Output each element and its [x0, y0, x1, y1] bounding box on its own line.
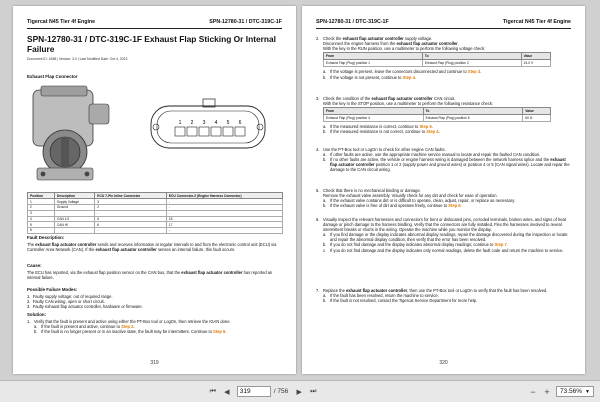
zoom-out-icon[interactable]: − — [530, 386, 536, 397]
step-2-line3: With the key in the RUN position, use a multimeter to perform the following voltage check: — [323, 46, 486, 52]
text: If you find damage or the display indicates abnormal display readings, repair the damage discovered during the inspection or locate and repair the abnormal display condition, then verify that the error has been resolved. — [330, 232, 568, 243]
first-page-icon[interactable]: ⏮ — [209, 387, 216, 395]
header-left: SPN-12780-31 / DTC-319C-1F — [316, 19, 389, 25]
col-to: To — [423, 108, 523, 115]
step-5b: b. If the exhaust valve is free of dirt and operates freely, continue to Step 6. — [323, 203, 462, 209]
pin-label-6: 6 — [238, 120, 242, 126]
cell: - — [95, 210, 167, 216]
header-left: Tigercat N45 Tier 4f Engine — [27, 19, 96, 25]
text: Verify that the fault is present and active using either the PT-Box tool or LogOn, then retrieve the IGAN done. — [34, 319, 231, 324]
fault-description-text — [27, 242, 283, 252]
cell: 24.0 V — [521, 60, 550, 67]
table-row — [324, 60, 551, 67]
cell: 2 — [95, 204, 167, 210]
text: If the exhaust valve contains dirt or is difficult to operate, clean, adjust, repair, or replace as necessary. — [330, 198, 516, 204]
voltage-table-wrap — [323, 52, 571, 67]
text: position 1 or 2 (supply power and ground wires) or position 4 or 5 (CAN signal wires). Locate and repair the damage to the CAN circuit wiring. — [330, 162, 570, 173]
text: If the fault has been resolved, return the machine to service. — [330, 293, 439, 299]
step-7b: b. If the fault is not resolved, contact the Tigercat Service Department for more help. — [323, 298, 478, 304]
step-7a: a. If the fault has been resolved, return the machine to service. — [323, 293, 439, 299]
last-page-icon[interactable]: ⏭ — [310, 387, 317, 395]
cell: Exhaust Flap (Plug) position 4 — [324, 115, 424, 122]
text: The ECU has reported, via the exhaust flap position sensor on the CAN bus, that the — [27, 270, 182, 275]
step-3-link[interactable]: Step 3. — [467, 69, 482, 75]
failure-modes-heading: Possible Failure Modes: — [27, 287, 78, 292]
text: If other faults are active, use the appropriate machine service manual to locate and repair the faulted CAN condition. — [330, 152, 541, 158]
text: If the fault is present and active, continue to — [41, 324, 122, 330]
cell: CAN HI — [54, 222, 94, 228]
bold-term: exhaust flap actuator controller — [95, 247, 157, 253]
step-6a: a. If you find damage or the display indicates abnormal display readings, repair the damage discovered during the inspection or locate and repair the abnormal display condition, then verify that the error has been resolved. — [323, 232, 568, 243]
cell: Supply Voltage — [54, 199, 94, 205]
text: Check the condition of the — [323, 96, 372, 101]
step-2b: b. If the voltage is not present, continue to Step 4. — [323, 74, 417, 80]
cell: - — [166, 228, 282, 234]
page-title: SPN-12780-31 / DTC-319C-1F Exhaust Flap Sticking Or Internal Failure — [27, 34, 276, 54]
step-1: 1. Verify that the fault is present and active using either the PT-Box tool or LogOn, then retrieve the IGAN done. a. If the fault is present and active, continue to Step 2. b. If the fault is no longer present or in an inactive state, the fault may be intermittent. Continue to Step 6. — [27, 319, 282, 334]
text: , then use the PT-Box tool or LogOn to verify that the fault has been resolved. — [407, 288, 548, 293]
step-5-text: Check that there is no mechanical binding or damage. — [323, 188, 421, 193]
step-2a: a. If the voltage is present, leave the connectors disconnected and continue to Step 3. — [323, 69, 482, 75]
text: Faulty CAN wiring, open or short circuit. — [32, 299, 105, 305]
step-1b: b. If the fault is no longer present or in an inactive state, the fault may be intermittent. Continue to Step 6. — [34, 329, 227, 335]
text: Disconnect the engine harness from the — [323, 41, 397, 47]
col-value: Value — [521, 53, 550, 60]
step-6: 6. Visually inspect the relevant harnesses and connectors for bent or dislocated pins, corroded terminals, broken wires, and signs of heat damage or pinch damage to the harness bindling. Verify that the connectors are fully installed. Flex the harnesses involved to reveal intermittent breaks or shorts in the wiring. Operate the machine while you monitor the display. a. If you find damage or the display indicates abnormal display readings, repair the damage discovered during the inspection or locate and repair the abnormal display condition, then verify that the error has been resolved. b. If you do not find damage and the display indicates abnormal display readings; continue to Step 7. c. If you do not find damage and the display indicates only normal readings, delete the fault code and return the machine to service. — [316, 217, 571, 253]
page-number: 320 — [439, 360, 448, 366]
col-from: From — [324, 53, 423, 60]
cell: Exhaust Flap (Plug) position 2 — [422, 60, 521, 67]
list-item: 1. Faulty supply voltage; out of required range. — [27, 294, 113, 299]
table-row — [324, 115, 551, 122]
connector-heading: Exhaust Flap Connector — [27, 74, 78, 79]
zoom-value: 73.56% — [560, 388, 583, 395]
text: If the exhaust valve is free of dirt and operates freely, continue to — [330, 203, 449, 209]
step-5-line2: Remove the exhaust valve assembly. Visually check for any dirt and check for ease of operation. — [323, 193, 498, 199]
cause-text — [27, 270, 283, 280]
cell: 3 — [95, 199, 167, 205]
step-4-link[interactable]: Step 4. — [402, 74, 417, 80]
text: If you do not find damage and the display indicates abnormal display readings; continue to — [330, 242, 495, 248]
zoom-in-icon[interactable]: + — [544, 386, 550, 397]
step-5a: a. If the exhaust valve contains dirt or is difficult to operate, clean, adjust, repair, or replace as necessary. — [323, 198, 516, 204]
voltage-check-table — [323, 52, 551, 67]
step-3-line2: With the key in the STOP position, use a multimeter to perform the following resistance check: — [323, 101, 494, 107]
solution-heading: Solution: — [27, 312, 47, 317]
step-3b: b. If the measured resistance is not correct, continue to Step 4. — [323, 129, 440, 135]
bold-term: exhaust flap actuator controller — [330, 157, 566, 168]
step-4-link[interactable]: Step 4. — [426, 129, 440, 135]
step-3a: a. If the measured resistance is correct, continue to Step 5. — [323, 124, 433, 130]
viewer-toolbar — [0, 380, 600, 402]
col-value: Value — [523, 108, 551, 115]
page-total: / 756 — [273, 388, 289, 395]
step-4b: b. If no other faults are active, the vehicle or engine harness wiring is damaged between the network harness splice and the exhaust flap actuator controller position 1 or 2 (supply power and ground wires) or position 4 or 5 (CAN signal wires). Locate and repair the damage to the CAN circuit wiring. — [323, 157, 570, 173]
step-4: 4. Use the PT-Box tool or LogOn to check for other engine CAN faults. a. If other faults are active, use the appropriate machine service manual to locate and repair the faulted CAN condition. b. If no other faults are active, the vehicle or engine harness wiring is damaged between the network harness splice and the exhaust flap actuator controller position 1 or 2 (supply power and ground wires) or position 4 or 5 (CAN signal wires). Locate and repair the damage to the CAN circuit wiring. — [316, 147, 570, 173]
text: Faulty exhaust flap actuator controller, hardware or firmware. — [32, 304, 143, 310]
cell: Exhaust Flap (Plug) position 5 — [423, 115, 523, 122]
cell: - — [166, 204, 282, 210]
text: has reported an internal failure. — [27, 270, 273, 281]
pin-label-2: 2 — [190, 120, 194, 126]
text: If no other faults are active, the vehicle or engine harness wiring is damaged between the network harness splice and the — [330, 157, 551, 163]
step-6-link[interactable]: Step 6. — [448, 203, 462, 209]
step-2: 2. Check the exhaust flap actuator controller supply voltage. Disconnect the engine harness from the exhaust flap actuator controller. With the key in the RUN position, use a multimeter to perform the following voltage check: From To Value Exhaust Flap (Plug) position 1 Exhaust Flap (Plug) position 2 24.0 V a. If the voltage is present, leave the connectors disconnected and continue to Step 3. b. If the voltage is not present, continue to Step 4. — [316, 36, 571, 80]
cell: 17 — [166, 222, 282, 228]
text: sends and receives information at regular intervals to and from the electronic control unit (ECU) via Controller Area Network (CAN). If the — [27, 242, 277, 253]
page-number: 319 — [150, 360, 159, 366]
text: If you do not find damage and the display indicates only normal readings, delete the fault code and return the machine to service. — [330, 247, 564, 253]
col-description: Description — [54, 193, 94, 199]
page-319 — [13, 6, 296, 374]
page-320 — [302, 6, 585, 374]
pin-label-3: 3 — [202, 120, 206, 126]
failure-modes-list — [27, 294, 283, 310]
fault-description-heading: Fault Description: — [27, 235, 65, 240]
page-number-input[interactable]: 319 — [237, 386, 271, 397]
step-7-link[interactable]: Step 7. — [494, 242, 508, 248]
bold-term: exhaust flap actuator controller — [342, 36, 404, 41]
zoom-select[interactable] — [556, 386, 594, 397]
step-2-link[interactable]: Step 2. — [121, 324, 135, 330]
prev-page-icon[interactable]: ◀ — [224, 388, 230, 396]
text: If the measured resistance is correct, continue to — [330, 124, 420, 130]
resistance-table-wrap — [323, 107, 571, 122]
cell: Exhaust Flap (Plug) position 1 — [324, 60, 423, 67]
text: If the voltage is present, leave the connectors disconnected and continue to — [330, 69, 468, 75]
table-row — [28, 228, 283, 234]
bold-term: exhaust flap actuator controller — [346, 288, 408, 293]
text: If the measured resistance is not correct, continue to — [330, 129, 427, 135]
bold-term: exhaust flap actuator controller — [396, 41, 458, 47]
step-6b: b. If you do not find damage and the display indicates abnormal display readings; continue to Step 7. — [323, 242, 508, 248]
cell: 18 — [166, 216, 282, 222]
bold-term: exhaust flap actuator controller — [35, 242, 97, 247]
text: senses an internal failure, this fault occurs. — [156, 247, 236, 253]
step-4a: a. If other faults are active, use the appropriate machine service manual to locate and repair the faulted CAN condition. — [323, 152, 541, 158]
step-3: 3. Check the condition of the exhaust flap actuator controller CAN circuit. With the key in the STOP position, use a multimeter to perform the following resistance check: From To Value Exhaust Flap (Plug) position 4 Exhaust Flap (Plug) position 5 60 Ω a. If the measured resistance is correct, continue to Step 5. b. If the measured resistance is not correct, continue to Step 4. — [316, 96, 571, 135]
exhaust-flap-connector-figure — [27, 84, 283, 186]
pin-label-4: 4 — [214, 120, 218, 126]
text: The — [27, 242, 36, 247]
next-page-icon[interactable]: ▶ — [296, 388, 302, 396]
col-from: From — [324, 108, 424, 115]
text: supply voltage. — [403, 36, 433, 41]
step-4-text: Use the PT-Box tool or LogOn to check for other engine CAN faults. — [323, 147, 446, 152]
cell: 4 — [28, 216, 55, 222]
text: CAN circuit. — [432, 96, 456, 101]
step-6c: c. If you do not find damage and the display indicates only normal readings, delete the fault code and return the machine to service. — [323, 247, 564, 253]
header-right: Tigercat N45 Tier 4f Engine — [502, 19, 571, 25]
resistance-check-table — [323, 107, 551, 122]
text: If the voltage is not present, continue to — [330, 74, 403, 80]
col-position: Position — [28, 193, 55, 199]
step-6-link[interactable]: Step 6. — [213, 329, 227, 335]
bold-term: exhaust flap actuator controller — [181, 270, 243, 275]
step-7: 7. Replace the exhaust flap actuator controller, then use the PT-Box tool or LogOn to verify that the fault has been resolved. a. If the fault has been resolved, return the machine to service. b. If the fault is not resolved, contact the Tigercat Service Department for more help. — [316, 288, 571, 303]
text: Faulty supply voltage; out of required range. — [32, 294, 113, 299]
step-5-link[interactable]: Step 5. — [419, 124, 433, 130]
text: Check the — [323, 36, 343, 41]
pin-label-1: 1 — [178, 120, 182, 126]
cell — [54, 228, 94, 234]
header-right: SPN-12780-31 / DTC-319C-1F — [209, 19, 282, 25]
pinout-table — [27, 192, 283, 234]
cell: 5 — [28, 222, 55, 228]
cause-heading: Cause: — [27, 263, 42, 268]
text: If the fault is no longer present or in an inactive state, the fault may be intermittent. Continue to — [41, 329, 214, 335]
pin-label-5: 5 — [226, 120, 230, 126]
cell: 2 — [28, 204, 55, 210]
page-header — [27, 19, 282, 29]
step-1a: a. If the fault is present and active, continue to Step 2. — [34, 324, 135, 330]
bold-term: exhaust flap actuator controller — [371, 96, 433, 101]
cell: 60 Ω — [523, 115, 551, 122]
text: Replace the — [323, 288, 346, 293]
cell: - — [166, 199, 282, 205]
col-ecu-connector2: ECU Connector-2 (Engine Harness Connector) — [166, 193, 282, 199]
step-6-text: Visually inspect the relevant harnesses and connectors for bent or dislocated pins, corroded terminals, broken wires, and signs of heat damage or pinch damage to the harness bindling. Verify that the connectors are fully installed. Flex the harnesses involved to reveal intermittent breaks or shorts in the wiring. Operate the machine while you monitor the display. — [323, 217, 566, 233]
cell: 6 — [95, 216, 167, 222]
cell: - — [95, 228, 167, 234]
cell: 6 — [95, 222, 167, 228]
list-item: 2. Faulty CAN wiring, open or short circuit. — [27, 299, 105, 305]
list-item: 3. Faulty exhaust flap actuator controller, hardware or firmware. — [27, 304, 143, 310]
cell: 6 — [28, 228, 55, 234]
cell: 3 — [28, 210, 55, 216]
col-to: To — [422, 53, 521, 60]
doc-meta: Document ID: 1688 | Version: 3.0 | Last Modified Date: Oct 4, 2023 — [27, 57, 128, 61]
col-ecu-inline: ECU 7-Pin Inline Connector — [95, 193, 167, 199]
cell: 1 — [28, 199, 55, 205]
step-5: 5. Check that there is no mechanical binding or damage. Remove the exhaust valve assembly. Visually check for any dirt and check for ease of operation. a. If the exhaust valve contains dirt or is difficult to operate, clean, adjust, repair, or replace as necessary. b. If the exhaust valve is free of dirt and operates freely, continue to Step 6. — [316, 188, 571, 208]
chevron-down-icon: ▼ — [585, 388, 590, 395]
cell: - — [166, 210, 282, 216]
text: If the fault is not resolved, contact the Tigercat Service Department for more help. — [330, 298, 478, 304]
text: . — [457, 41, 459, 47]
cell: Ground — [54, 204, 94, 210]
page-header — [316, 19, 571, 29]
cell: CAN LO — [54, 216, 94, 222]
